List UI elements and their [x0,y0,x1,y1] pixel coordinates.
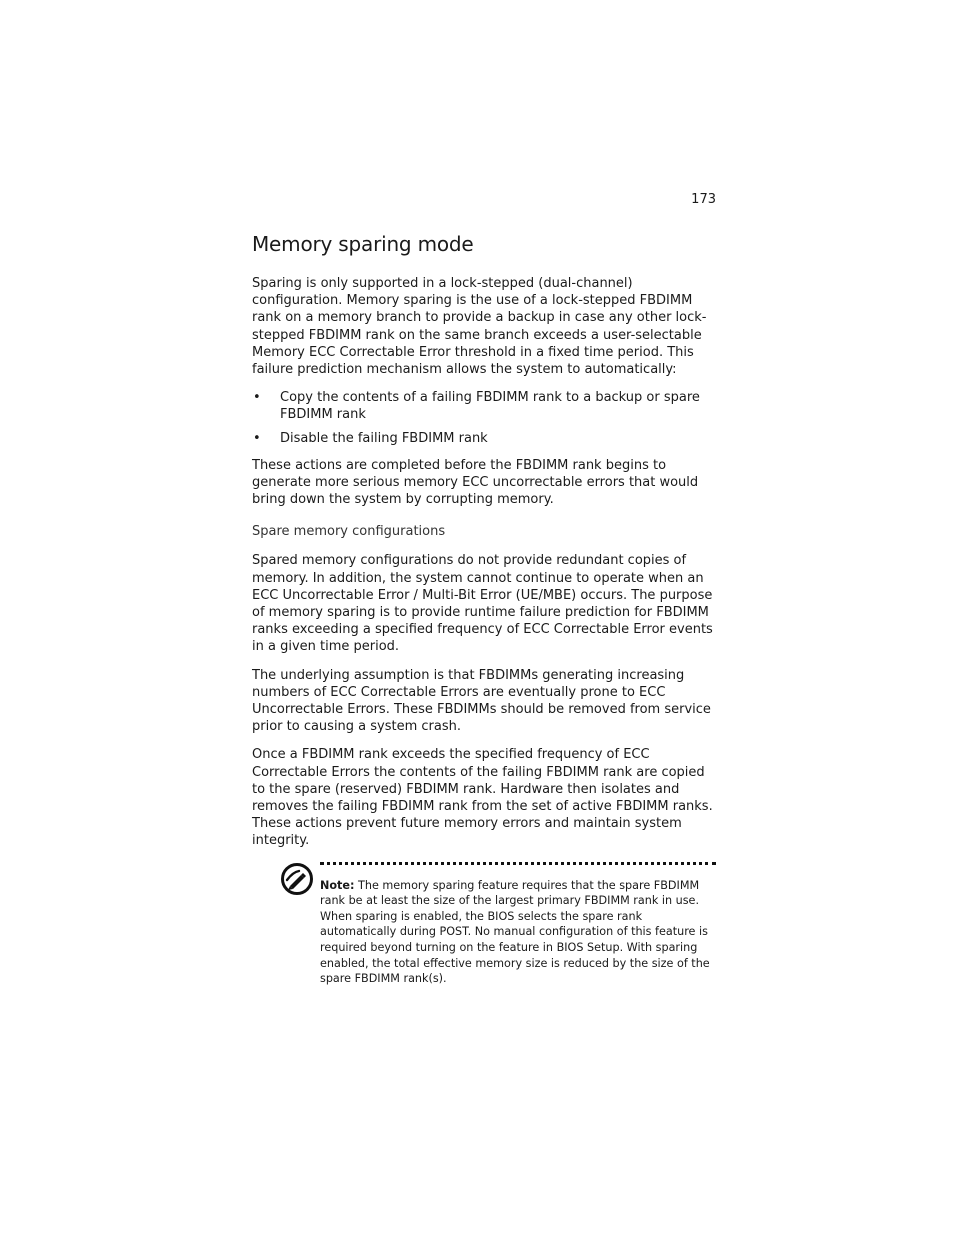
note-divider [320,862,716,865]
after-bullets-paragraph: These actions are completed before the FBDIMM rank begins to generate more serious memory ECC uncorrectable errors that would bring down the system by corrupting memory. [252,457,699,508]
note-pen-icon [280,862,314,896]
intro-paragraph: Sparing is only supported in a lock-stepped (dual-channel) configuration. Memory sparing is the use of a lock-stepped FBDIMM rank on a memory branch to provide a backup in case any other lock-stepped FBDIMM rank on the same branch exceeds a user-selectable Memory ECC Correctable Error threshold in a fixed time period. This failure prediction mechanism allows the system to automatically: [252,276,707,378]
bullet-item [252,389,716,423]
bullet-list [252,389,716,447]
subsection-title: Spare memory configurations [252,524,446,540]
subsection-paragraph: The underlying assumption is that FBDIMMs generating increasing numbers of ECC Correctable Errors are eventually prone to ECC Uncorrectable Errors. These FBDIMMs should be removed from service prior to causing a system crash. [252,667,711,735]
bullet-marker: • [253,390,261,406]
page-number: 173 [691,192,716,207]
note-box [252,862,716,987]
bullet-text: Copy the contents of a failing FBDIMM rank to a backup or spare FBDIMM rank [280,390,700,423]
bullet-marker: • [253,430,261,446]
note-text [320,878,716,987]
document-body [252,231,716,987]
section-title: Memory sparing mode [252,232,474,256]
subsection-paragraph: Once a FBDIMM rank exceeds the specified frequency of ECC Correctable Errors the contents of the failing FBDIMM rank are copied to the spare (reserved) FBDIMM rank. Hardware then isolates and removes the failing FBDIMM rank from the set of active FBDIMM ranks. These actions prevent future memory errors and maintain system integrity. [252,747,713,849]
bullet-item [252,430,716,447]
note-body: The memory sparing feature requires that the spare FBDIMM rank be at least the size of the largest primary FBDIMM rank in use. When sparing is enabled, the BIOS selects the spare rank automatically during POST. No manual configuration of this feature is required beyond turning on the feature in BIOS Setup. With sparing enabled, the total effective memory size is reduced by the size of the spare FBDIMM rank(s). [320,878,710,986]
bullet-text: Disable the failing FBDIMM rank [280,430,488,446]
note-label: Note: [320,878,355,892]
subsection-paragraph: Spared memory configurations do not provide redundant copies of memory. In addition, the system cannot continue to operate when an ECC Uncorrectable Error / Multi-Bit Error (UE/MBE) occurs. The purpose of memory sparing is to provide runtime failure prediction for FBDIMM ranks exceeding a specified frequency of ECC Correctable Error events in a given time period. [252,553,713,655]
